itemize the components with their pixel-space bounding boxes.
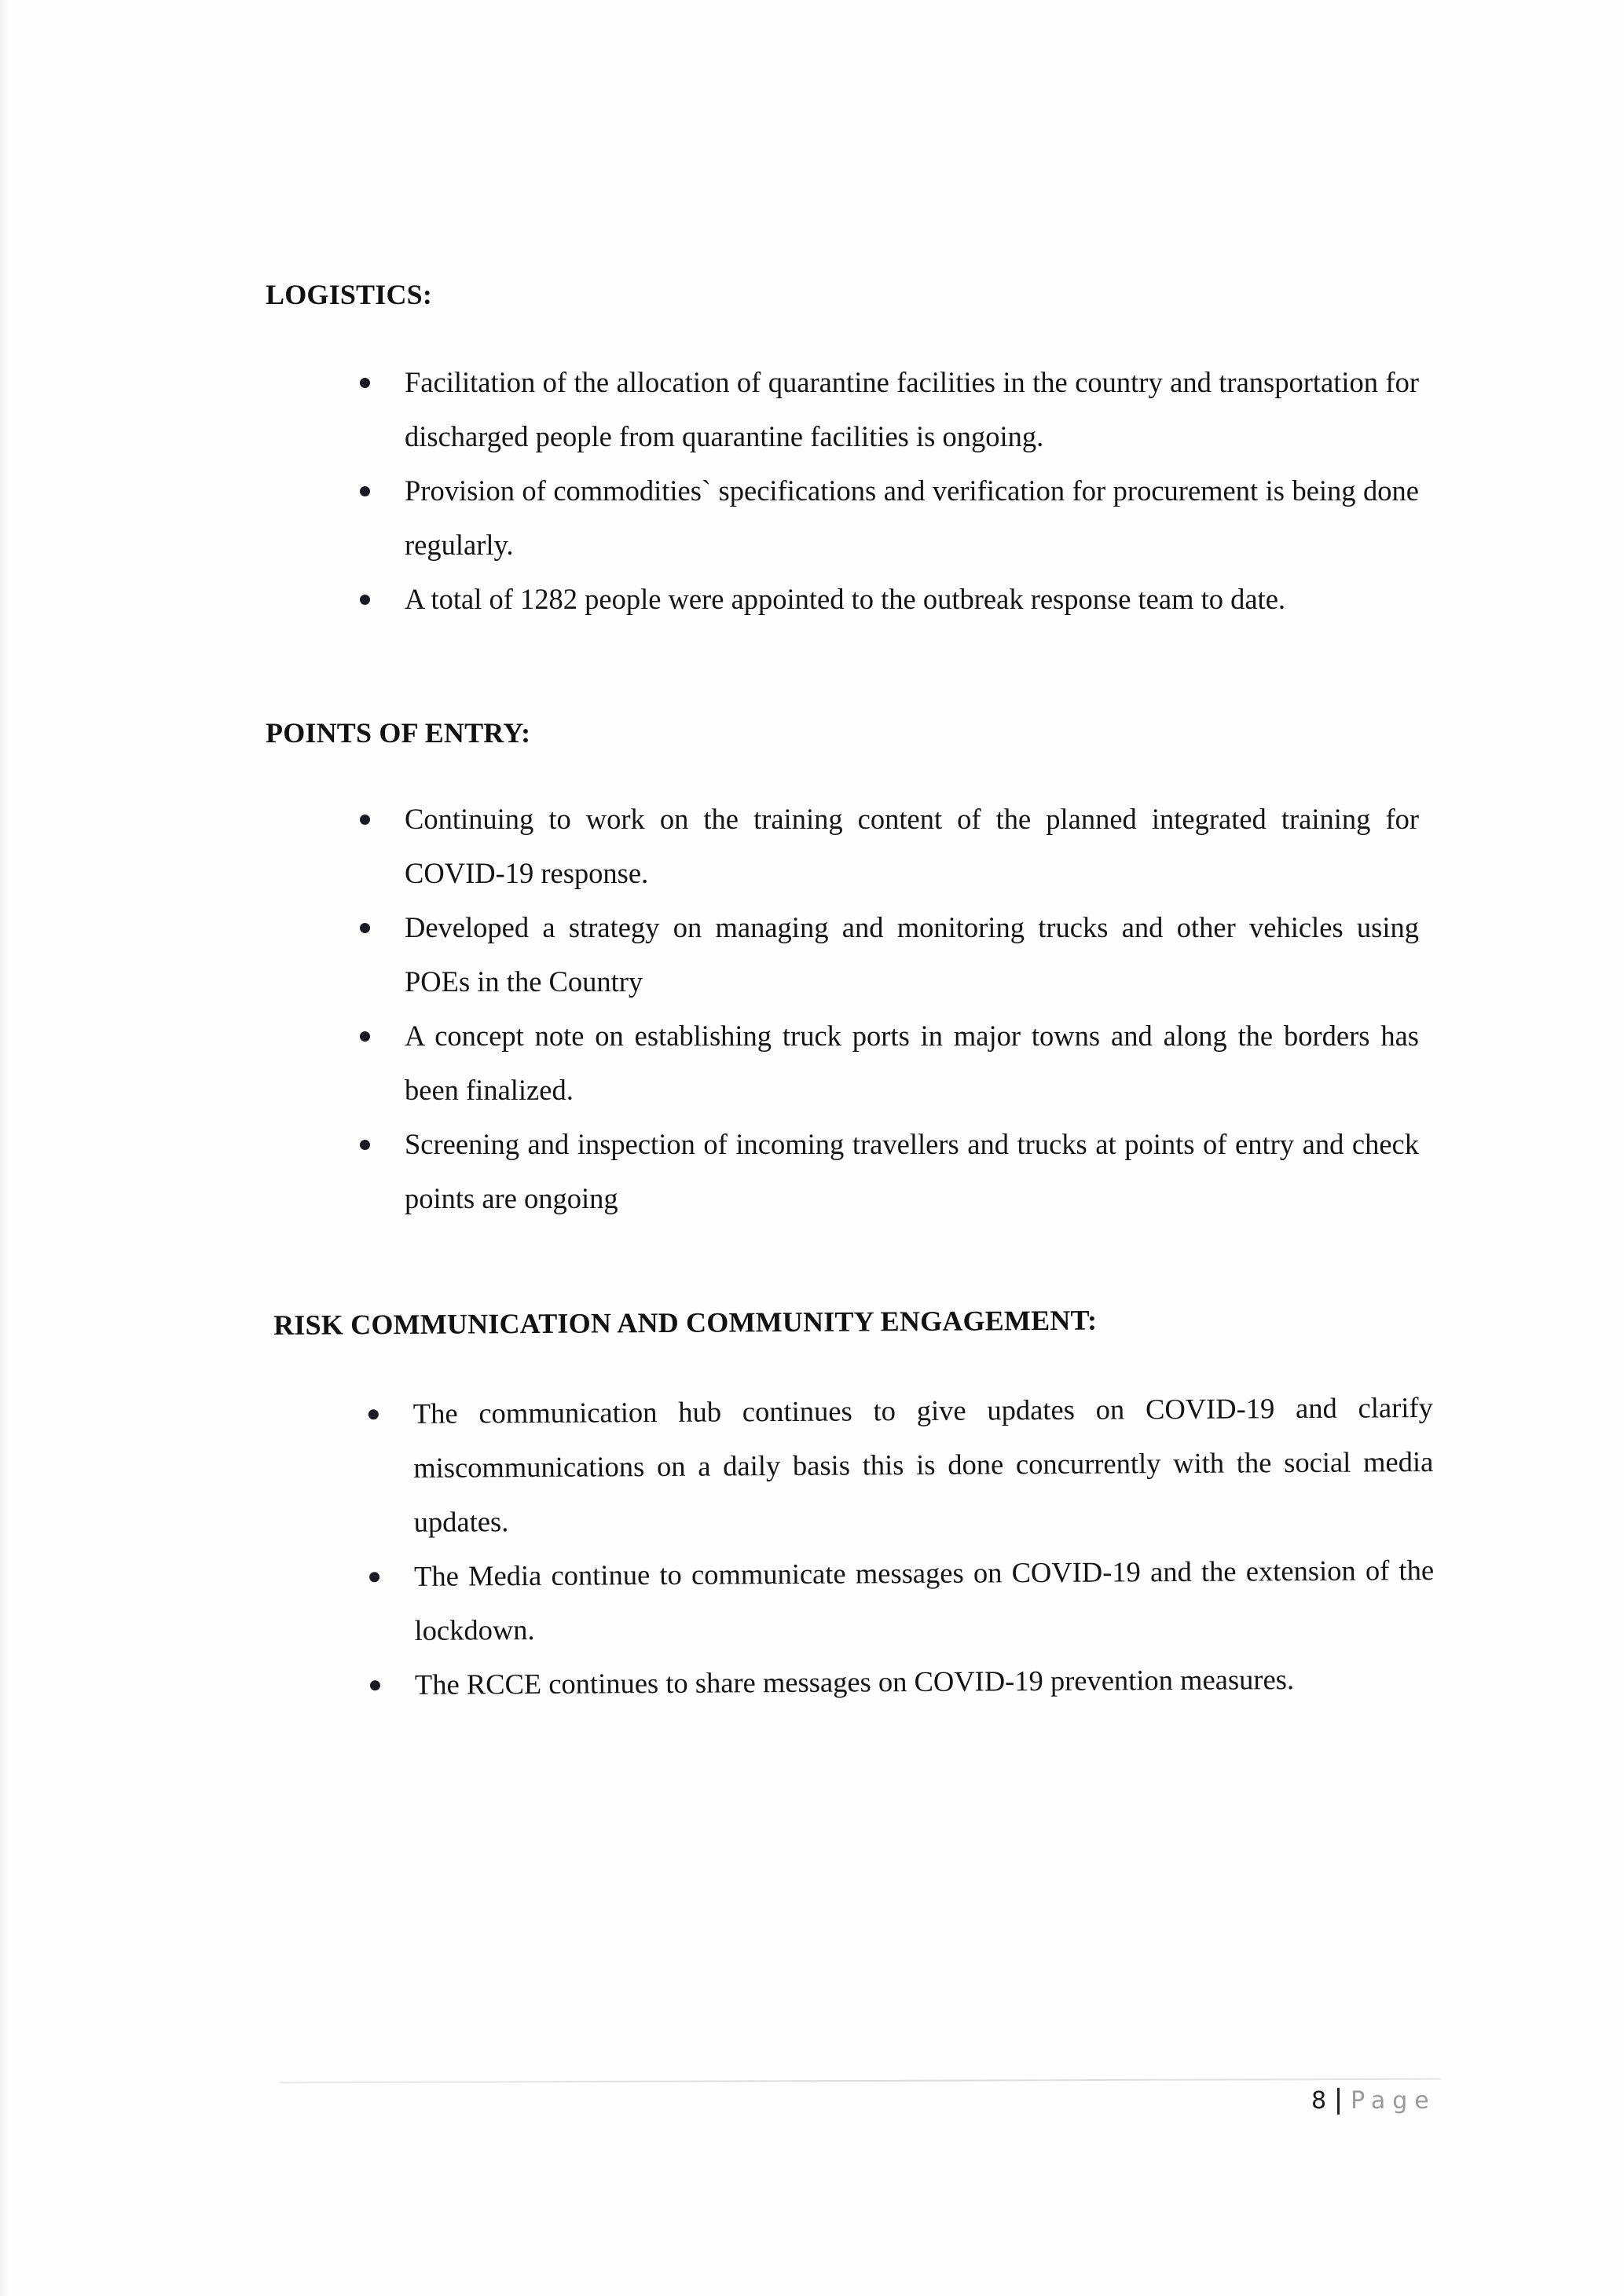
list-item: [276, 1651, 1435, 1712]
list-item: [266, 792, 1419, 900]
bullet-icon: [360, 1031, 370, 1042]
page-label: Page: [1351, 2087, 1436, 2115]
section-heading: LOGISTICS:: [266, 279, 433, 310]
list-item: [266, 900, 1419, 1009]
bullet-icon: [360, 486, 370, 496]
list-item: [266, 355, 1419, 463]
list-item: [266, 463, 1419, 572]
bullet-icon: [370, 1680, 380, 1690]
bullet-icon: [360, 815, 370, 825]
bullet-icon: [360, 1140, 370, 1150]
list-item-text: A concept note on establishing truck ports in major towns and along the borders has been finalized.: [405, 1020, 1419, 1106]
list-item: [266, 1117, 1419, 1225]
list-item-text: The Media continue to communicate messages on COVID-19 and the extension of the lockdown.: [413, 1553, 1435, 1646]
list-item-text: Developed a strategy on managing and monitoring trucks and other vehicles using POEs in the Country: [405, 911, 1419, 998]
list-item: [266, 1009, 1419, 1117]
list-item-text: Screening and inspection of incoming travellers and trucks at points of entry and check points are ongoing: [405, 1128, 1419, 1214]
section-points-of-entry: [266, 713, 1428, 1225]
footer-divider: [279, 2078, 1440, 2084]
list-item-text: The communication hub continues to give updates on COVID-19 and clarify miscommunications on a daily basis this is done concurrently with the social media updates.: [412, 1390, 1434, 1538]
list-item-text: A total of 1282 people were appointed to the outbreak response team to date.: [405, 583, 1286, 615]
bullet-list: [266, 792, 1428, 1225]
list-item: [275, 1543, 1435, 1658]
section-heading: POINTS OF ENTRY:: [266, 717, 531, 749]
section-risk-communication: [273, 1298, 1439, 1712]
list-item: [266, 572, 1419, 626]
section-logistics: [266, 275, 1428, 626]
bullet-icon: [360, 923, 370, 933]
list-item-text: Continuing to work on the training content of the planned integrated training for COVID-19 response.: [405, 803, 1419, 889]
bullet-list: [266, 355, 1428, 626]
list-item-text: Provision of commodities` specifications and verification for procurement is being done regularly.: [405, 474, 1419, 561]
section-heading: RISK COMMUNICATION AND COMMUNITY ENGAGEMENT:: [273, 1304, 1098, 1341]
list-item-text: Facilitation of the allocation of quarantine facilities in the country and transportation for discharged people from quarantine facilities is ongoing.: [405, 366, 1419, 452]
bullet-list: [274, 1380, 1439, 1712]
bullet-icon: [360, 378, 370, 388]
list-item: [274, 1380, 1434, 1550]
page-footer: [1311, 2082, 1436, 2121]
page-separator: [1337, 2088, 1340, 2115]
page-number: 8: [1311, 2087, 1327, 2115]
bullet-icon: [368, 1409, 379, 1419]
bullet-icon: [360, 595, 370, 605]
list-item-text: The RCCE continues to share messages on COVID-19 prevention measures.: [414, 1663, 1295, 1701]
scan-edge: [0, 0, 8, 2296]
bullet-icon: [369, 1572, 379, 1582]
